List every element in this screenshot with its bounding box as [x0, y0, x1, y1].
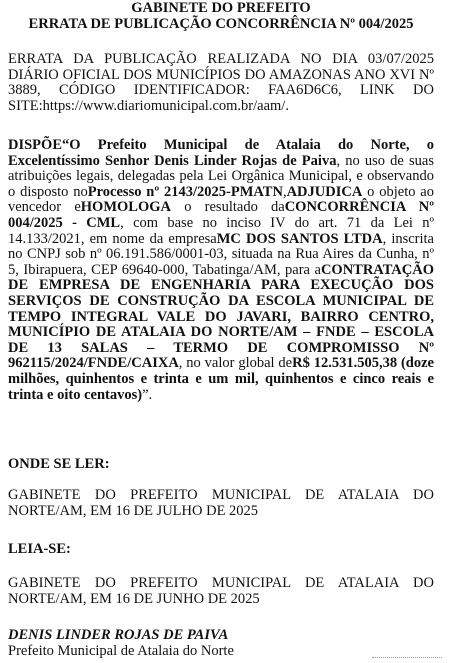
dispoe-paragraph [8, 138, 434, 403]
homologa-label: HOMOLOGA [80, 199, 172, 216]
signature-role: Prefeito Municipal de Atalaia do Norte [8, 643, 234, 659]
contract-object: CONTRATAÇÃO DE EMPRESA DE ENGENHARIA PARA EXECUÇÃO DOS SERVIÇOS DE CONSTRUÇÃO DA ESCOLA MUNICIPAL DE TEMPO INTEGRAL VALE DO JAVARI, BAIRRO CENTRO, MUNICÍPIO DE ATALAIA DO NORTE/AM – FNDE – ESCOLA DE 13 SALAS – TERMO DE COMPROMISSO Nº 962115/2024/FNDE/CAIXA [8, 261, 434, 372]
gabinete-junho-text: GABINETE DO PREFEITO MUNICIPAL DE ATALAIA DO NORTE/AM, EM 16 DE JUNHO DE 2025 [8, 575, 434, 607]
law-basis-text: , com base no inciso IV do art. 71 da Lei nº 14.133/2021, em nome da empresa [8, 214, 434, 247]
dispoe-block [8, 138, 434, 403]
header-office: GABINETE DO PREFEITO [131, 0, 311, 16]
company-details-text: , inscrita no CNPJ sob nº 06.191.586/0001-03, situada na Rua Aires da Cunha, nº 5, Ibirapuera, CEP 69640-000, Tabatinga/AM, para a [8, 230, 434, 278]
concorrencia-number: CONCORRÊNCIA Nº 004/2025 - CML [8, 199, 435, 231]
signature-name: DENIS LINDER ROJAS DE PAIVA [8, 627, 229, 643]
document-header [8, 0, 434, 32]
closing-quote: ”. [142, 386, 153, 403]
winner-text: o objeto ao vencedor e [8, 183, 434, 216]
legal-basis-text: , no uso de suas atribuições legais, delegadas pela Lei Orgânica Municipal, e observando o disposto no [8, 152, 434, 200]
errata-paragraph-block [8, 52, 434, 114]
global-value-text: , no valor global de [178, 355, 293, 372]
gabinete-julho-block [8, 488, 434, 519]
process-number: Processo nº 2143/2025-PMATN [87, 183, 283, 200]
contract-value: R$ 12.531.505,38 (doze milhões, quinhentos e trinta e um mil, quinhentos e cinco reais e trinta e oito centavos) [8, 355, 434, 403]
company-name: MC DOS SANTOS LTDA [216, 230, 383, 247]
result-text: o resultado da [184, 199, 285, 216]
leia-se-label: LEIA-SE: [8, 541, 71, 557]
comma-text: , [282, 183, 287, 200]
mayor-intro: “O Prefeito Municipal de Atalaia do Norte, o Excelentíssimo Senhor Denis Linder Rojas de Paiva [8, 137, 434, 169]
adjudica-label: ADJUDICA [286, 183, 363, 200]
page-bottom-edge [372, 657, 442, 663]
gabinete-junho-block [8, 576, 434, 607]
errata-paragraph: ERRATA DA PUBLICAÇÃO REALIZADA NO DIA 03/07/2025 DIÁRIO OFICIAL DOS MUNICÍPIOS DO AMAZONAS ANO XVI Nº 3889, CÓDIGO IDENTIFICADOR: FAA6D6C6, LINK DO SITE:https://www.diariomunicipal.com.br/aam/. [8, 51, 434, 114]
dispoe-label: DISPÕE [8, 137, 62, 153]
gabinete-julho-text: GABINETE DO PREFEITO MUNICIPAL DE ATALAIA DO NORTE/AM, EM 16 DE JULHO DE 2025 [8, 487, 434, 519]
onde-se-ler-label: ONDE SE LER: [8, 456, 110, 472]
header-title: ERRATA DE PUBLICAÇÃO CONCORRÊNCIA Nº 004/2025 [28, 16, 414, 32]
